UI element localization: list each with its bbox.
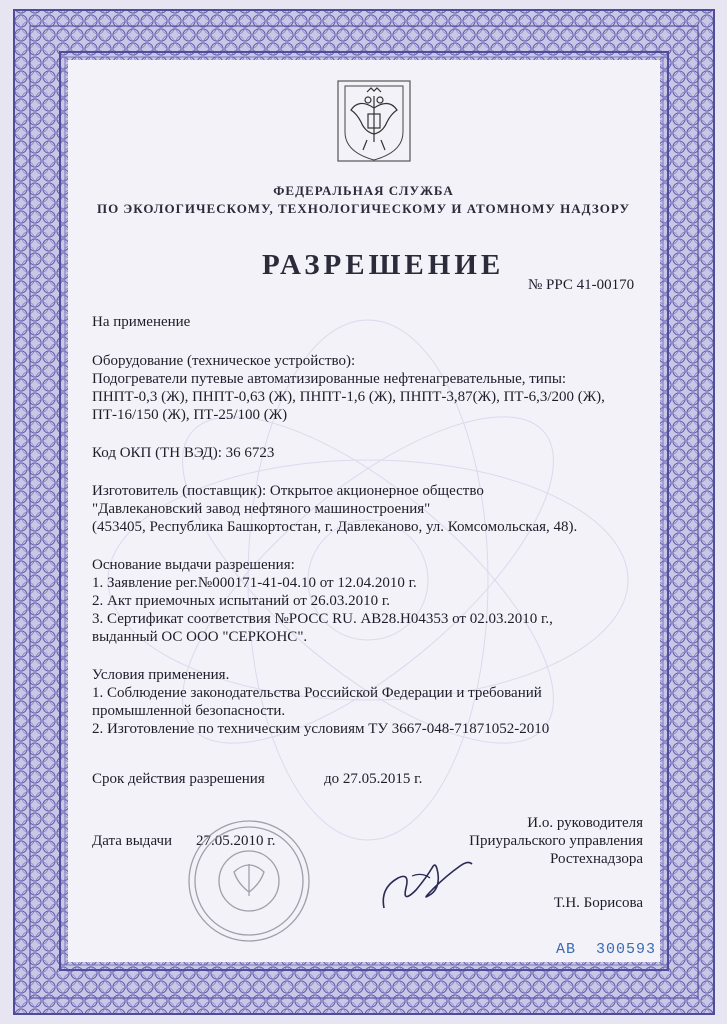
manufacturer-line: Изготовитель (поставщик): Открытое акционерное общество <box>92 483 484 499</box>
coat-of-arms-emblem <box>337 80 411 162</box>
basis-line: 1. Заявление рег.№000171-41-04.10 от 12.04.2010 г. <box>92 575 417 591</box>
issue-date: 27.05.2010 г. <box>196 833 276 849</box>
signatory-title-line: Ростехнадзора <box>549 851 643 867</box>
equipment-line: ПНПТ-0,3 (Ж), ПНПТ-0,63 (Ж), ПНПТ-1,6 (Ж), ПНПТ-3,87(Ж), ПТ-6,3/200 (Ж), <box>92 389 605 405</box>
permit-number: № РРС 41-00170 <box>528 277 635 293</box>
conditions-line: промышленной безопасности. <box>92 703 286 719</box>
conditions-line: 2. Изготовление по техническим условиям ТУ 3667-048-71871052-2010 <box>92 721 550 737</box>
equipment-line: Подогреватели путевые автоматизированные нефтенагревательные, типы: <box>92 371 567 387</box>
agency-name-line1: ФЕДЕРАЛЬНАЯ СЛУЖБА <box>273 183 454 198</box>
okp-code: Код ОКП (ТН ВЭД): 36 6723 <box>92 445 275 461</box>
equipment-line: ПТ-16/150 (Ж), ПТ-25/100 (Ж) <box>92 407 288 423</box>
equipment-label: Оборудование (техническое устройство): <box>92 353 356 369</box>
basis-line: 3. Сертификат соответствия №РОСС RU. АВ28.Н04353 от 02.03.2010 г., <box>92 611 553 627</box>
validity-date: до 27.05.2015 г. <box>324 771 423 787</box>
basis-line: Основание выдачи разрешения: <box>92 557 295 573</box>
issue-date-label: Дата выдачи <box>92 833 173 849</box>
signatory-title-line: И.о. руководителя <box>527 815 643 831</box>
manufacturer-line: "Давлекановский завод нефтяного машиностроения" <box>92 501 431 517</box>
form-series: АВ <box>556 941 577 958</box>
basis-line: выданный ОС ООО "СЕРКОНС". <box>92 629 308 645</box>
document-title: РАЗРЕШЕНИЕ <box>262 249 505 281</box>
signature <box>376 848 476 918</box>
form-number: 300593 <box>596 941 657 958</box>
manufacturer-line: (453405, Республика Башкортостан, г. Давлеканово, ул. Комсомольская, 48). <box>92 519 578 535</box>
official-seal-stamp <box>186 818 312 944</box>
purpose-label: На применение <box>92 314 191 330</box>
conditions-line: Условия применения. <box>92 667 230 683</box>
basis-line: 2. Акт приемочных испытаний от 26.03.2010 г. <box>92 593 391 609</box>
conditions-line: 1. Соблюдение законодательства Российской Федерации и требований <box>92 685 542 701</box>
agency-name-line2: ПО ЭКОЛОГИЧЕСКОМУ, ТЕХНОЛОГИЧЕСКОМУ И АТОМНОМУ НАДЗОРУ <box>96 201 631 216</box>
validity-label: Срок действия разрешения <box>92 771 265 787</box>
signatory-name: Т.Н. Борисова <box>553 895 643 911</box>
signatory-title-line: Приуральского управления <box>469 833 643 849</box>
